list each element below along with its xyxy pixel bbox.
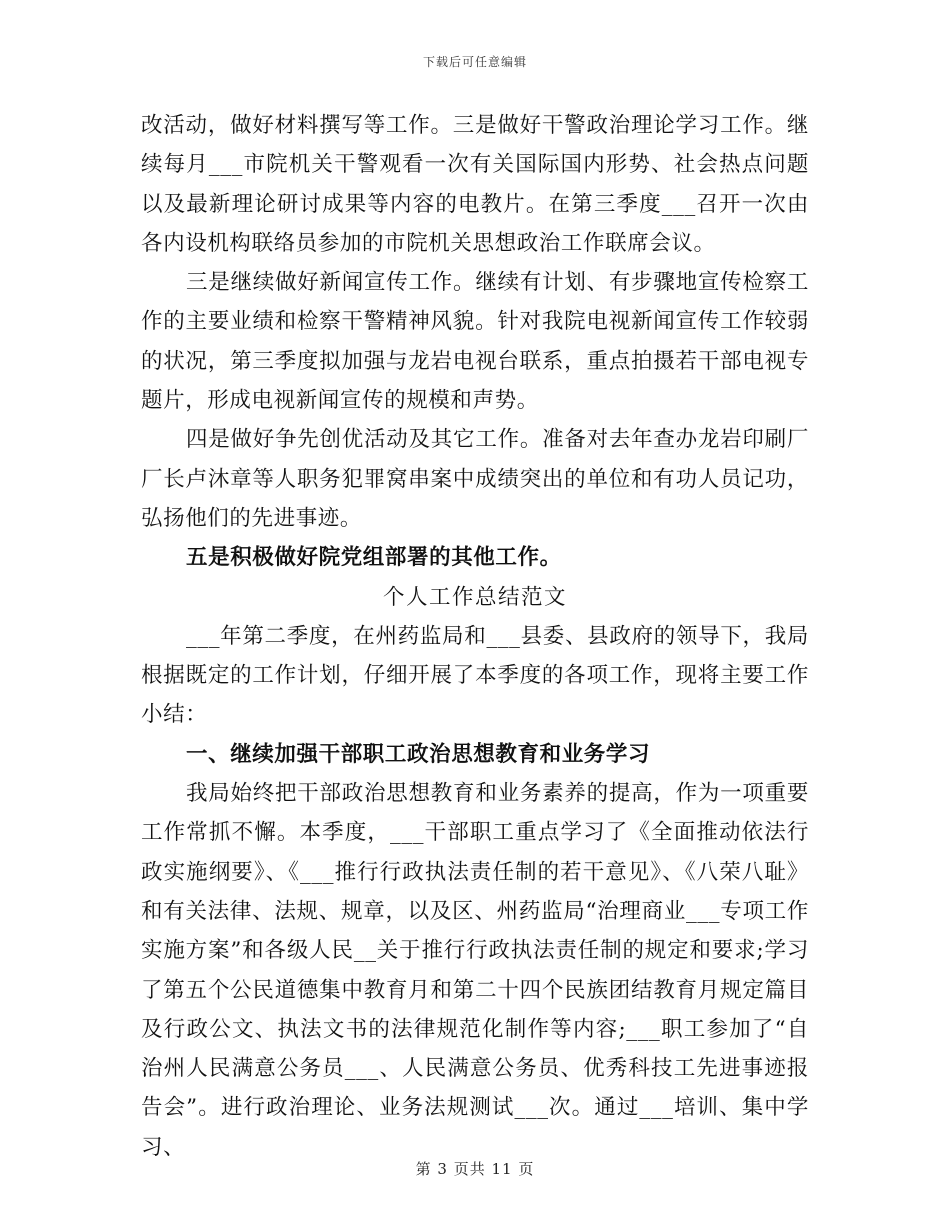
- paragraph-summary-intro: ___年第二季度，在州药监局和___县委、县政府的领导下，我局根据既定的工作计划，仔细开展了本季度的各项工作，现将主要工作小结：: [141, 623, 809, 728]
- paragraph-political-education: 我局始终把干部政治思想教育和业务素养的提高，作为一项重要工作常抓不懈。本季度，___干部职工重点学习了《全面推动依法行政实施纲要》、《___推行行政执法责任制的若干意见》、《八荣八耻》和有关法律、法规、规章，以及区、州药监局“治理商业___专项工作实施方案”和各级人民__关于推行行政执法责任制的规定和要求;学习了第五个公民道德集中教育月和第二十四个民族团结教育月规定篇目及行政公文、执法文书的法律规范化制作等内容;___职工参加了“自治州人民满意公务员___、人民满意公务员、优秀科技工先进事迹报告会”。进行政治理论、业务法规测试___次。通过___培训、集中学习、: [141, 781, 809, 1160]
- paragraph-continuation: 改活动，做好材料撰写等工作。三是做好干警政治理论学习工作。继续每月___市院机关干警观看一次有关国际国内形势、社会热点问题以及最新理论研讨成果等内容的电教片。在第三季度___召开一次由各内设机构联络员参加的市院机关思想政治工作联席会议。: [141, 113, 809, 256]
- paragraph-other-work: 五是积极做好院党组部署的其他工作。: [186, 545, 562, 571]
- document-body: [141, 106, 809, 1167]
- paragraph-news-publicity: 三是继续做好新闻宣传工作。继续有计划、有步骤地宣传检察工作的主要业绩和检察干警精神风貌。针对我院电视新闻宣传工作较弱的状况，第三季度拟加强与龙岩电视台联系，重点拍摄若干部电视专题片，形成电视新闻宣传的规模和声势。: [141, 270, 809, 414]
- page-header-note: 下载后可任意编辑: [422, 55, 527, 69]
- paragraph-excellence-activities: 四是做好争先创优活动及其它工作。准备对去年查办龙岩印刷厂厂长卢沐章等人职务犯罪窝串案中成绩突出的单位和有功人员记功，弘扬他们的先进事迹。: [141, 427, 809, 531]
- section-heading-1: 一、继续加强干部职工政治思想教育和业务学习: [186, 741, 651, 767]
- document-title: 个人工作总结范文: [382, 584, 567, 610]
- page-number: 第 3 页共 11 页: [415, 1160, 535, 1178]
